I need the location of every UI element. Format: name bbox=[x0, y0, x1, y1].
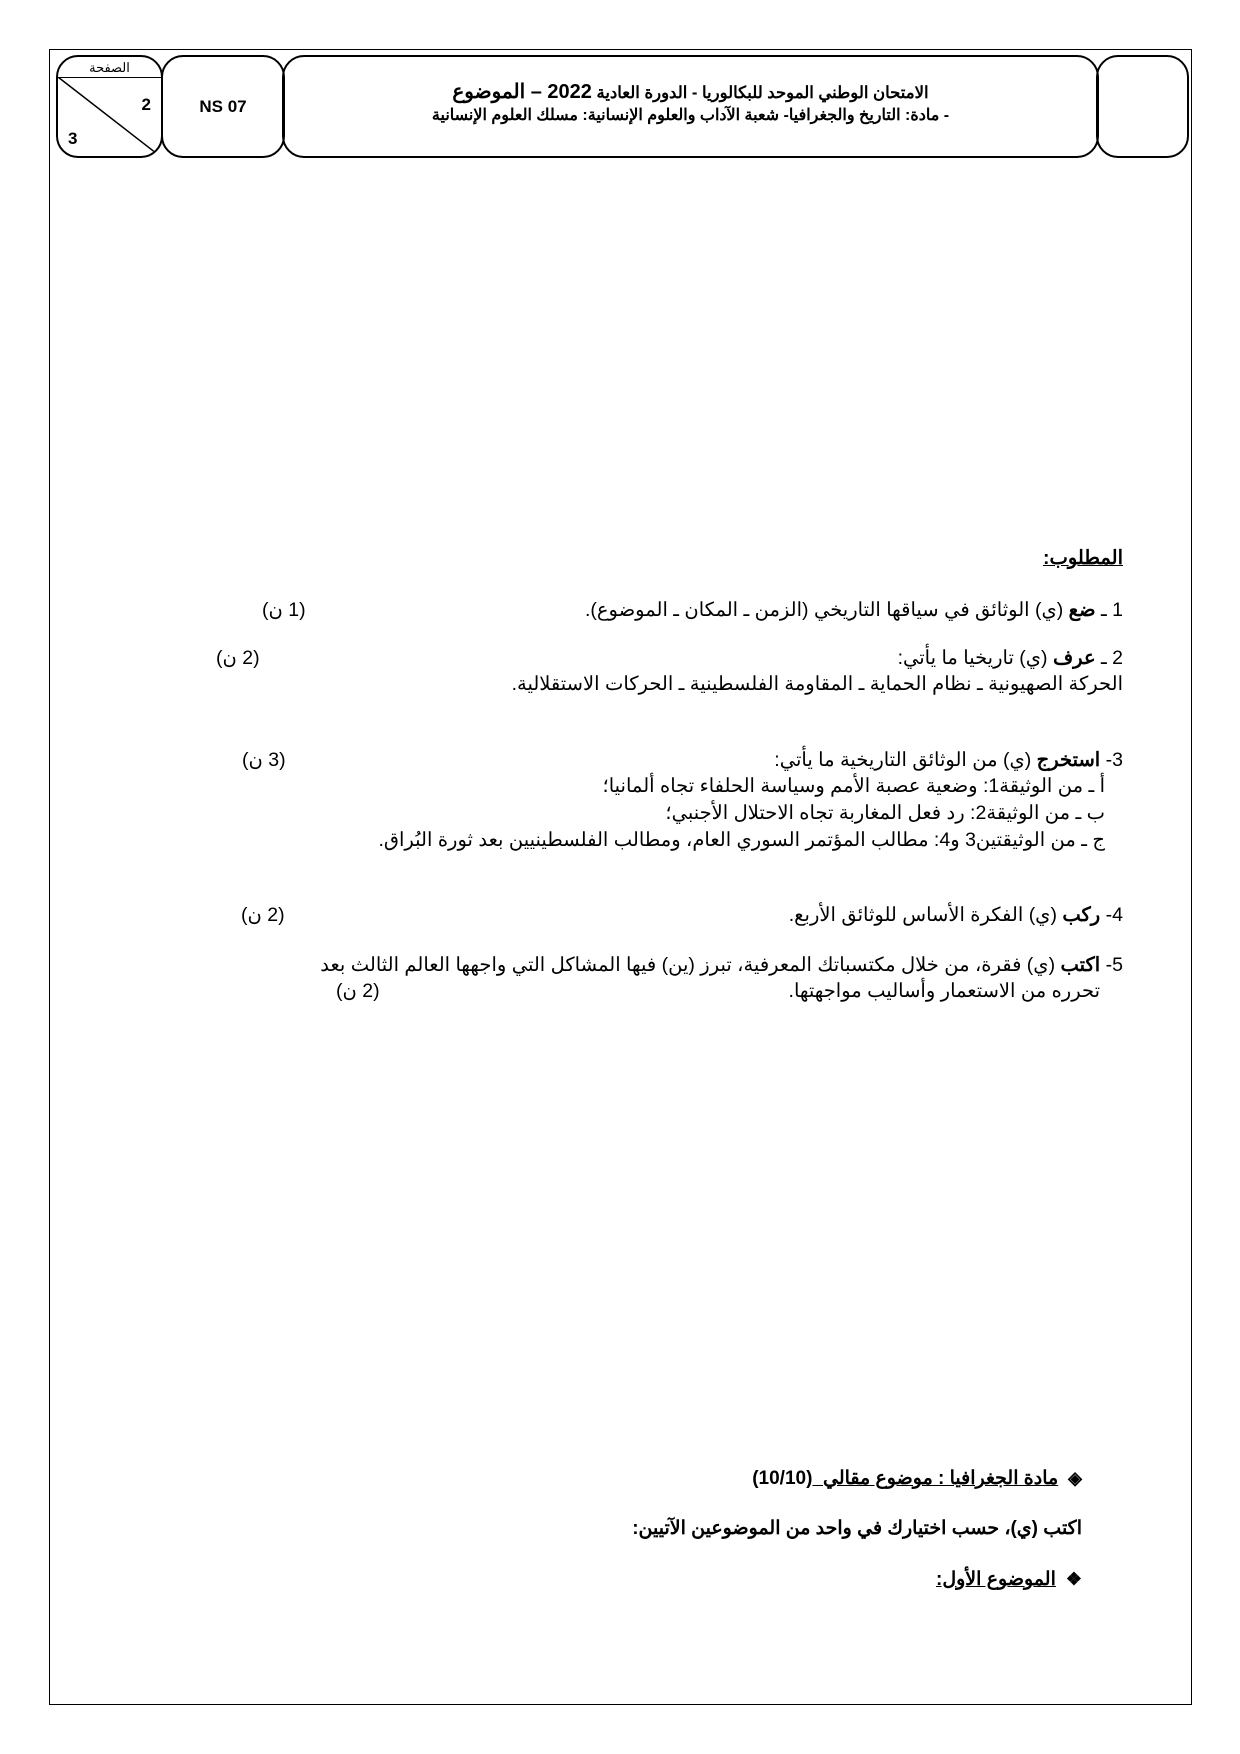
question-3-b: ب ـ من الوثيقة2: رد فعل المغاربة تجاه الاحتلال الأجنبي؛ bbox=[665, 802, 1105, 824]
exam-title-line2: - مادة: التاريخ والجغرافيا- شعبة الآداب والعلوم الإنسانية: مسلك العلوم الإنسانية bbox=[431, 107, 950, 124]
question-5: 5- اكتب (ي) فقرة، من خلال مكتسباتك المعرفية، تبرز (ين) فيها المشاكل التي واجهها العالم الثالث بعد bbox=[320, 954, 1123, 976]
required-heading: المطلوب: bbox=[1042, 547, 1123, 569]
question-5-line2: تحرره من الاستعمار وأساليب مواجهتها. bbox=[788, 980, 1100, 1002]
geography-topic-1: ❖الموضوع الأول: bbox=[936, 1569, 1082, 1590]
question-3: 3- استخرج (ي) من الوثائق التاريخية ما يأتي: bbox=[774, 749, 1123, 771]
four-diamond-bullet-icon: ❖ bbox=[1065, 1569, 1082, 1589]
question-3-points: (3 ن) bbox=[242, 749, 286, 771]
exam-title-line1: الامتحان الوطني الموحد للبكالوريا - الدورة العادية 2022 – الموضوع bbox=[452, 81, 929, 103]
question-2: 2 ـ عرف (ي) تاريخيا ما يأتي: bbox=[897, 647, 1123, 669]
question-4: 4- ركب (ي) الفكرة الأساس للوثائق الأربع. bbox=[788, 904, 1123, 926]
blank-corner-box bbox=[1096, 55, 1189, 158]
diamond-bullet-icon: ◈ bbox=[1068, 1468, 1082, 1488]
question-2-points: (2 ن) bbox=[216, 647, 260, 669]
page-current: 2 bbox=[141, 95, 151, 114]
exam-code-box bbox=[161, 55, 285, 158]
question-2-terms: الحركة الصهيونية ـ نظام الحماية ـ المقاومة الفلسطينية ـ الحركات الاستقلالية. bbox=[511, 673, 1123, 695]
page-label: الصفحة bbox=[58, 59, 161, 78]
exam-code: NS 07 bbox=[199, 96, 247, 116]
page-number-box bbox=[56, 55, 163, 158]
question-3-c: ج ـ من الوثيقتين3 و4: مطالب المؤتمر السوري العام، ومطالب الفلسطينيين بعد ثورة البُراق. bbox=[378, 829, 1105, 851]
geography-heading: ◈مادة الجغرافيا : موضوع مقالي (10/10) bbox=[752, 1468, 1082, 1489]
page-frame bbox=[49, 49, 1192, 1705]
question-3-a: أ ـ من الوثيقة1: وضعية عصبة الأمم وسياسة الحلفاء تجاه ألمانيا؛ bbox=[602, 775, 1105, 797]
exam-year: 2022 bbox=[547, 81, 592, 103]
question-4-points: (2 ن) bbox=[241, 904, 285, 926]
question-1-points: (1 ن) bbox=[262, 599, 306, 621]
exam-title-box bbox=[282, 55, 1099, 158]
question-5-points: (2 ن) bbox=[336, 980, 380, 1002]
question-1: 1 ـ ضع (ي) الوثائق في سياقها التاريخي (الزمن ـ المكان ـ الموضوع). bbox=[584, 599, 1123, 621]
geography-instruction: اكتب (ي)، حسب اختيارك في واحد من الموضوعين الآتيين: bbox=[632, 1518, 1082, 1539]
page-total: 3 bbox=[68, 129, 78, 148]
geography-score: (10/10) bbox=[752, 1468, 813, 1489]
